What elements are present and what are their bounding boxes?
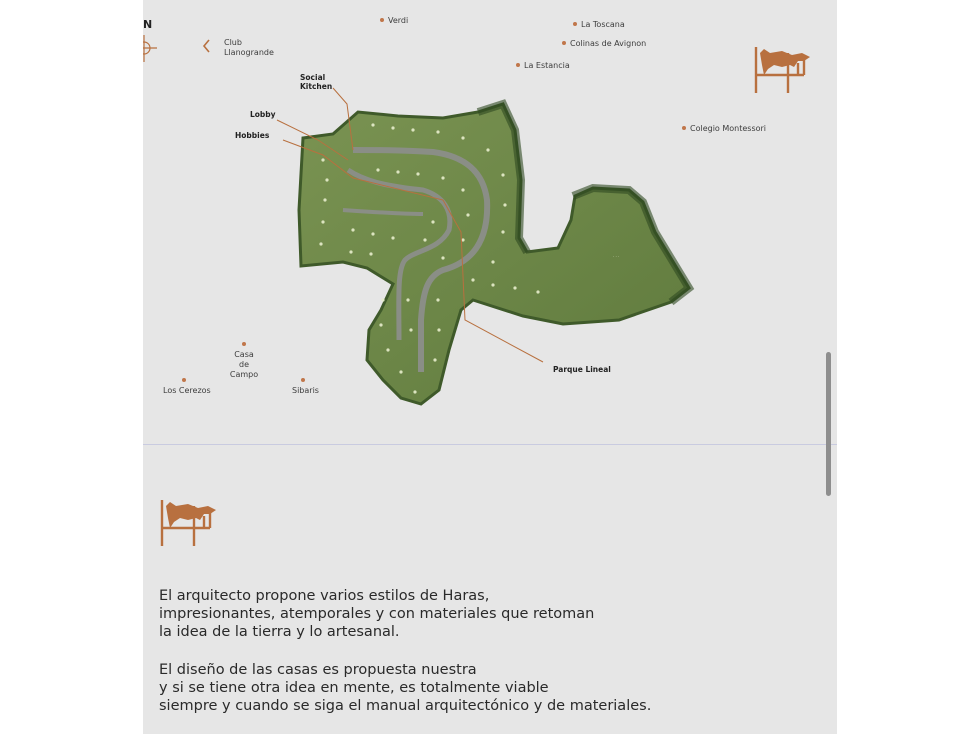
label-hobbies: Hobbies bbox=[235, 131, 270, 140]
text-line: El arquitecto propone varios estilos de Haras, bbox=[159, 588, 490, 604]
horse-logo-icon bbox=[158, 498, 220, 548]
poi-la-estancia: La Estancia bbox=[524, 61, 570, 70]
label-parque-lineal: Parque Lineal bbox=[553, 365, 611, 374]
poi-colegio-montessori: Colegio Montessori bbox=[690, 124, 767, 133]
site-plan-map bbox=[143, 0, 837, 420]
paragraph-1 bbox=[159, 587, 594, 641]
text-line: impresionantes, atemporales y con materiales que retoman bbox=[159, 606, 595, 622]
poi-club-llanogrande: Club Llanogrande bbox=[224, 38, 274, 57]
poi-los-cerezos: Los Cerezos bbox=[163, 386, 211, 395]
scrollbar-thumb[interactable] bbox=[826, 352, 831, 496]
poi-colinas-de-avignon: Colinas de Avignon bbox=[570, 39, 647, 48]
poi-verdi: Verdi bbox=[388, 16, 409, 25]
label-social-kitchen: Social Kitchen bbox=[300, 73, 333, 91]
text-line: El diseño de las casas es propuesta nuestra bbox=[159, 662, 477, 678]
north-label: N bbox=[143, 18, 153, 31]
text-line: la idea de la tierra y lo artesanal. bbox=[159, 624, 400, 640]
text-line: y si se tiene otra idea en mente, es totalmente viable bbox=[159, 680, 549, 696]
poi-casa-de-campo: Casa de Campo bbox=[229, 350, 259, 379]
label-lobby: Lobby bbox=[250, 110, 276, 119]
text-line: siempre y cuando se siga el manual arquitectónico y de materiales. bbox=[159, 698, 652, 714]
document-page bbox=[143, 0, 837, 734]
poi-la-toscana: La Toscana bbox=[581, 20, 625, 29]
svg-text:· · ·: · · · bbox=[613, 254, 620, 259]
section-divider bbox=[143, 444, 837, 445]
poi-sibaris: Sibaris bbox=[292, 386, 319, 395]
paragraph-2 bbox=[159, 661, 651, 715]
